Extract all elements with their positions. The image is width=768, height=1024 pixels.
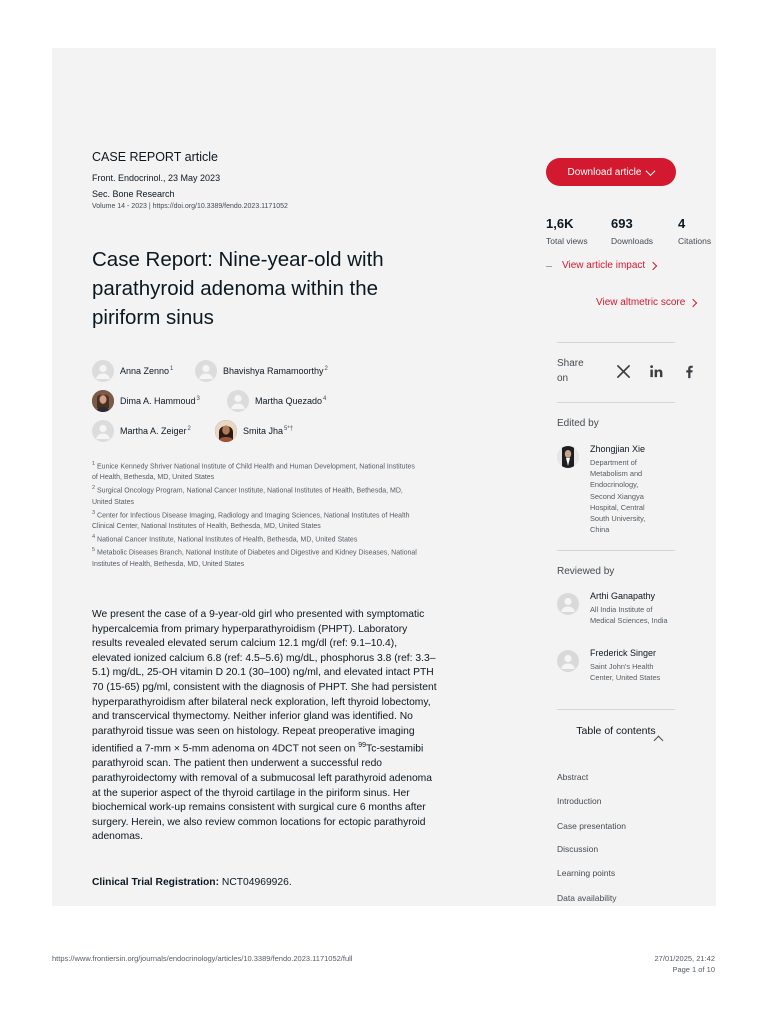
metric-label: Citations (678, 236, 712, 246)
footer-url: https://www.frontiersin.org/journals/endocrinology/articles/10.3389/fendo.2023.1171052/full (52, 954, 353, 963)
affiliation-number: 4 (92, 533, 96, 540)
avatar-placeholder-icon (92, 360, 114, 382)
abstract-text (92, 608, 437, 845)
editor-name: Zhongjian Xie (590, 444, 646, 454)
author-name: Anna Zenno (120, 366, 170, 376)
avatar-placeholder-icon (195, 360, 217, 382)
table-of-contents-title[interactable]: Table of contents (576, 725, 656, 737)
author-item[interactable] (195, 360, 328, 382)
edited-by-label: Edited by (557, 418, 599, 429)
volume-doi[interactable]: Volume 14 - 2023 | https://doi.org/10.3389/fendo.2023.1171052 (92, 203, 288, 210)
abstract-text-part: We present the case of a 9-year-old girl who presented with symptomatic hypercalcemia from primary hyperparathyroidism (PHPT). Laboratory results revealed elevated serum calcium 12.1 mg/dl (ref: 9.1–10.4), elevated ionized calcium 6.8 (ref: 4.5–5.6) mg/dL, phosphorus 3.8 (ref: 3.3–5.1) mg/dL, 25-OH vitamin D 20.1 (30–100) ng/ml, and elevated intact PTH 70 (15-65) pg/ml, consistent with the diagnosis of PHPT. She had persistent hyperparathyroidism after bilateral neck exploration, left thyroid lobectomy, and transcervical thymectomy. Neither inferior gland was identified. No parathyroid tissue was seen on histology. Repeat preoperative imaging identified a 7-mm × 5-mm adenoma on 4DCT not seen on (92, 609, 437, 755)
author-photo (92, 390, 114, 412)
affiliation-text: Center for Infectious Disease Imaging, Radiology and Imaging Sciences, National Institutes of Health Clinical Center, National Institutes of Health, Bethesda, MD, United States (92, 511, 410, 530)
trial-label: Clinical Trial Registration: (92, 877, 220, 888)
author-affiliation-number: 2 (324, 366, 328, 372)
metric-label: Downloads (611, 236, 654, 246)
divider (557, 342, 675, 343)
avatar-placeholder-icon (92, 420, 114, 442)
author-affiliation-number: 1 (170, 366, 174, 372)
author-row (92, 360, 452, 382)
author-item[interactable] (92, 390, 200, 412)
reviewer-affiliation: Saint John's Health Center, United States (590, 662, 661, 683)
divider (557, 402, 675, 403)
author-item[interactable] (227, 390, 326, 412)
author-item[interactable] (215, 420, 293, 442)
author-name: Bhavishya Ramamoorthy (223, 366, 324, 376)
author-row (92, 420, 452, 442)
affiliation-item (92, 545, 422, 569)
author-name: Martha A. Zeiger (120, 426, 187, 436)
metric-value: 693 (611, 216, 633, 231)
author-affiliation-number: 3 (196, 396, 200, 402)
avatar-placeholder-icon (557, 593, 579, 615)
author-item[interactable] (92, 420, 191, 442)
metric-citations (678, 216, 711, 246)
x-icon[interactable] (614, 362, 632, 380)
download-label: Download article (567, 166, 642, 178)
download-article-button[interactable] (546, 158, 676, 186)
metric-value: 4 (678, 216, 686, 231)
chevron-up-icon[interactable] (654, 736, 664, 746)
metric-downloads (611, 216, 653, 246)
chevron-down-icon (646, 166, 656, 176)
affiliation-text: National Cancer Institute, National Institutes of Health, Bethesda, MD, United States (97, 536, 358, 544)
affiliation-list (92, 459, 422, 570)
affiliation-text: Eunice Kennedy Shriver National Institute of Child Health and Human Development, National Institutes of Health, Bethesda, MD, United States (92, 463, 415, 482)
metric-total-views (546, 216, 588, 246)
affiliation-number: 1 (92, 461, 96, 467)
affiliation-text: Metabolic Diseases Branch, National Institute of Diabetes and Digestive and Kidney Diseases, National Institutes of Health, Bethesda, MD, United States (92, 549, 417, 568)
chevron-right-icon (649, 261, 657, 269)
view-altmetric-score-link[interactable] (596, 297, 696, 308)
footer-page-number: Page 1 of 10 (672, 965, 715, 974)
divider-dash (546, 266, 552, 267)
clinical-trial-registration (92, 877, 292, 888)
linkedin-icon[interactable] (647, 362, 665, 380)
toc-item-learning-points[interactable]: Learning points (557, 868, 616, 878)
metric-label: Total views (546, 236, 588, 246)
divider (557, 709, 675, 710)
affiliation-item (92, 483, 422, 507)
article-type: CASE REPORT article (92, 150, 218, 164)
author-row (92, 390, 452, 412)
author-item[interactable] (92, 360, 173, 382)
article-title: Case Report: Nine-year-old with parathyroid adenoma within the piriform sinus (92, 248, 384, 329)
isotope-superscript: 99 (358, 742, 367, 750)
reviewer-name: Arthi Ganapathy (590, 591, 656, 601)
link-label: View article impact (562, 260, 646, 271)
affiliation-number: 5 (92, 547, 96, 554)
affiliation-item (92, 459, 422, 483)
avatar-placeholder-icon (557, 650, 579, 672)
author-name: Dima A. Hammoud (120, 396, 196, 406)
share-label: Share on (557, 358, 584, 384)
toc-item-data-availability[interactable]: Data availability (557, 893, 617, 903)
article-page (52, 48, 716, 906)
reviewer-affiliation: All India Institute of Medical Sciences, India (590, 605, 668, 626)
trial-value[interactable]: NCT04969926. (219, 877, 292, 888)
author-affiliation-number: 4 (323, 396, 327, 402)
author-name: Smita Jha (243, 426, 284, 436)
chevron-right-icon (689, 298, 697, 306)
facebook-icon[interactable] (680, 362, 698, 380)
author-affiliation-number: 2 (187, 426, 191, 432)
avatar-placeholder-icon (227, 390, 249, 412)
toc-item-introduction[interactable]: Introduction (557, 796, 602, 806)
affiliation-number: 3 (92, 509, 96, 516)
affiliation-item (92, 508, 422, 532)
author-name: Martha Quezado (255, 396, 323, 406)
affiliation-text: Surgical Oncology Program, National Cancer Institute, National Institutes of Health, Bethesda, MD, United States (92, 487, 403, 506)
editor-photo (557, 446, 579, 468)
toc-item-abstract[interactable]: Abstract (557, 772, 589, 782)
metric-value: 1,6K (546, 216, 574, 231)
editor-affiliation: Department of Metabolism and Endocrinology, Second Xiangya Hospital, Central South University, China (590, 458, 646, 535)
author-affiliation-number: 5*† (284, 426, 294, 432)
link-label: View altmetric score (596, 297, 686, 308)
section-link[interactable]: Sec. Bone Research (92, 189, 175, 199)
affiliation-item (92, 532, 422, 545)
reviewer-name: Frederick Singer (590, 648, 657, 658)
affiliation-number: 2 (92, 485, 96, 492)
divider (557, 550, 675, 551)
reviewed-by-label: Reviewed by (557, 566, 615, 577)
publication-info: Front. Endocrinol., 23 May 2023 (92, 173, 221, 183)
abstract-text-part: Tc-sestamibi parathyroid scan. The patient then underwent a successful redo parathyroidectomy with removal of a submucosal left parathyroid adenoma at the superior aspect of the thyroid cartilage in the piriform sinus. Her biochemical work-up remains consistent with surgical cure 6 months after surgery. Herein, we also review common locations for ectopic parathyroid adenomas. (92, 743, 432, 843)
toc-item-case-presentation[interactable]: Case presentation (557, 821, 626, 831)
toc-item-discussion[interactable]: Discussion (557, 844, 599, 854)
view-article-impact-link[interactable] (562, 260, 656, 271)
author-photo (215, 420, 237, 442)
footer-datetime: 27/01/2025, 21:42 (654, 954, 715, 963)
